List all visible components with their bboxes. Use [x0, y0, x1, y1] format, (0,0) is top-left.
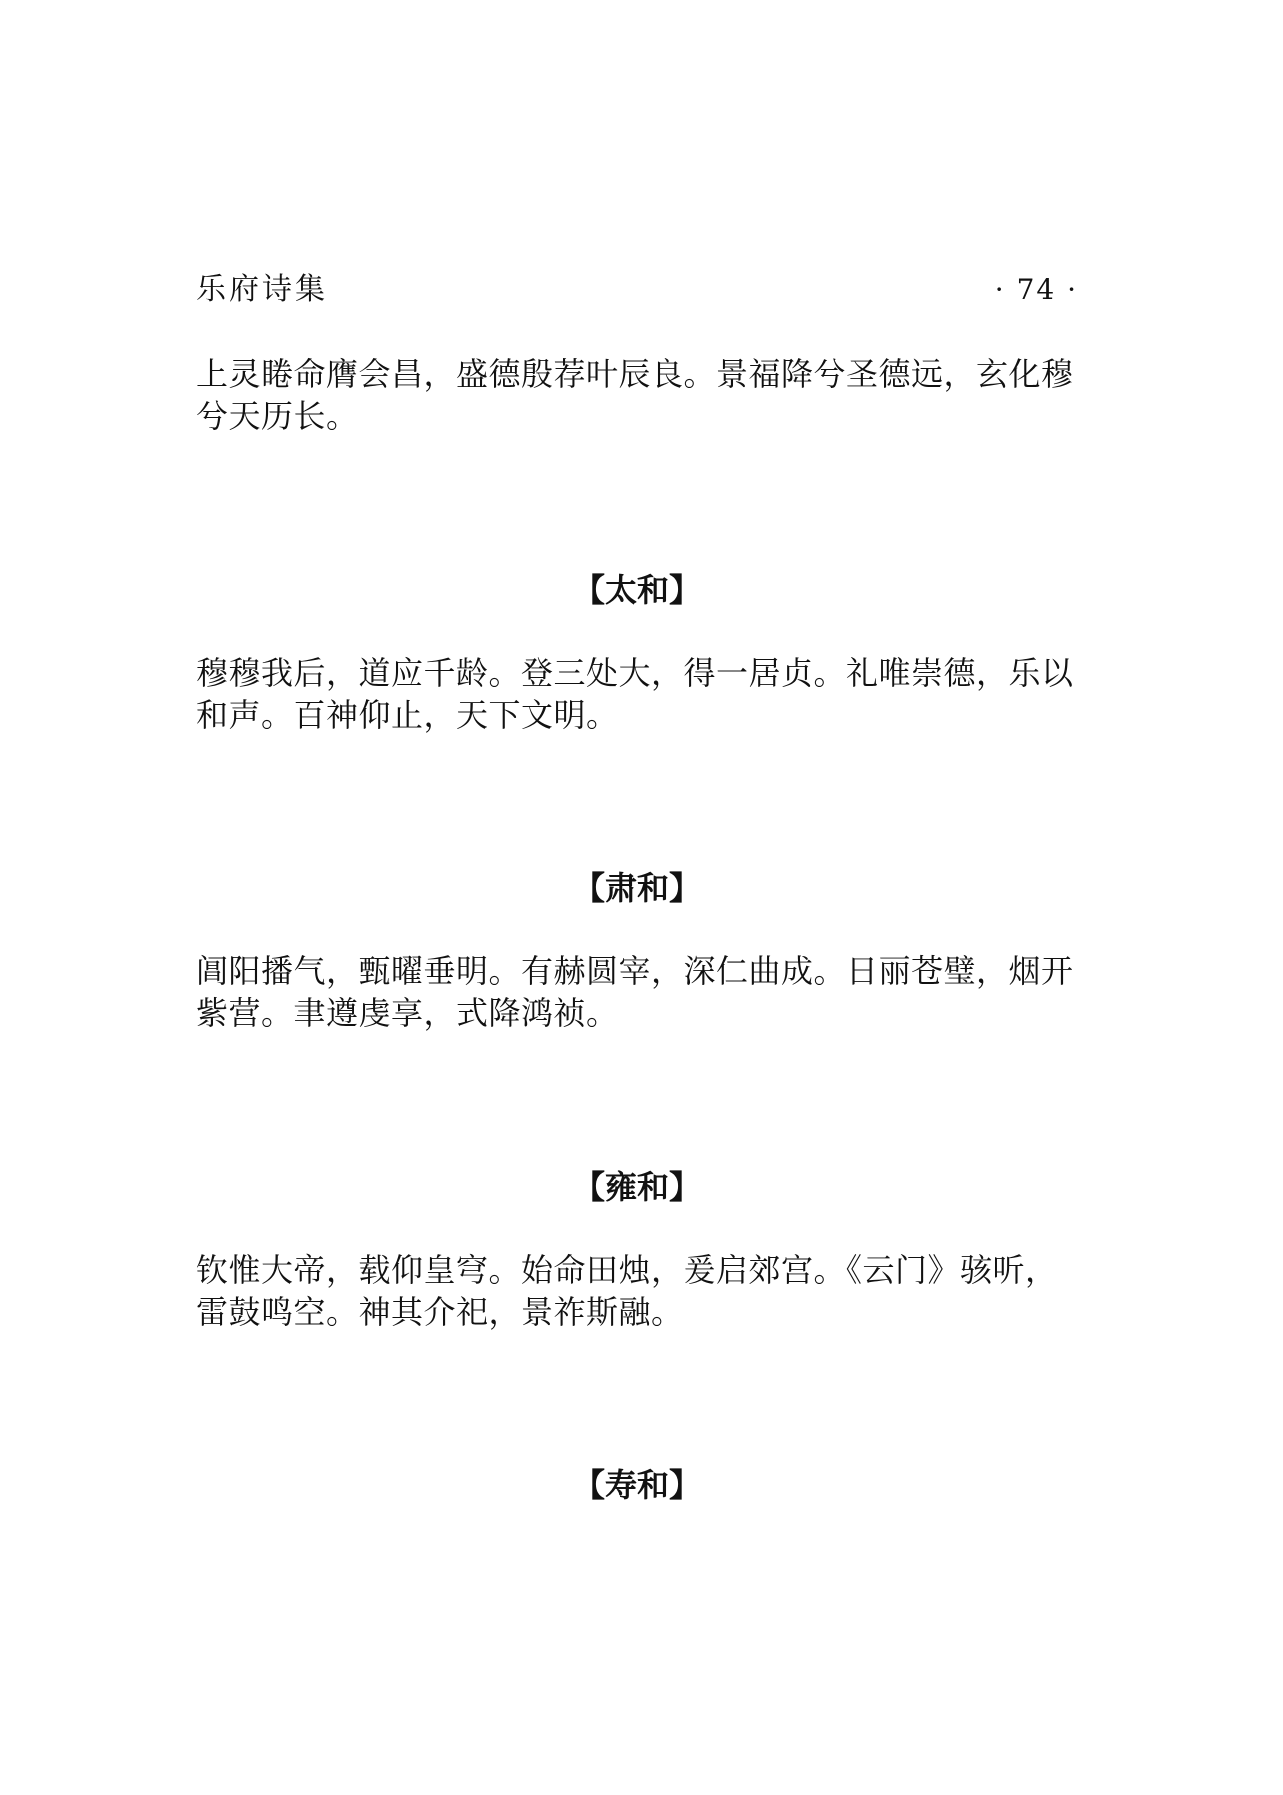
section-heading-shouhe: 【寿和】 [572, 1466, 701, 1504]
paragraph-line-1: 阊阳播气，甄曜垂明。有赫圆宰，深仁曲成。日丽苍璧，烟开 [196, 952, 1074, 990]
paragraph-line-1: 穆穆我后，道应千龄。登三处大，得一居贞。礼唯崇德，乐以 [196, 654, 1074, 692]
section-paragraph-yonghe [196, 1249, 1078, 1333]
intro-line-2: 兮天历长。 [196, 397, 359, 435]
section-paragraph-suhe [196, 950, 1078, 1034]
section-heading-yonghe: 【雍和】 [572, 1168, 701, 1206]
paragraph-line-2: 雷鼓鸣空。神其介祀，景祚斯融。 [196, 1293, 684, 1331]
page-header [196, 268, 1078, 312]
book-title: 乐府诗集 [196, 272, 328, 307]
page-number: · 74 · [994, 273, 1078, 306]
section-heading-suhe: 【肃和】 [572, 869, 701, 907]
section-paragraph-taihe [196, 652, 1078, 736]
intro-paragraph [196, 353, 1078, 437]
section-heading-taihe: 【太和】 [572, 571, 701, 609]
paragraph-line-1: 钦惟大帝，载仰皇穹。始命田烛，爰启郊宫。《云门》骇听， [196, 1251, 1058, 1289]
paragraph-line-2: 和声。百神仰止，天下文明。 [196, 696, 619, 734]
intro-line-1: 上灵睠命膺会昌，盛德殷荐叶辰良。景福降兮圣德远，玄化穆 [196, 355, 1074, 393]
paragraph-line-2: 紫营。聿遵虔享，式降鸿祯。 [196, 994, 619, 1032]
